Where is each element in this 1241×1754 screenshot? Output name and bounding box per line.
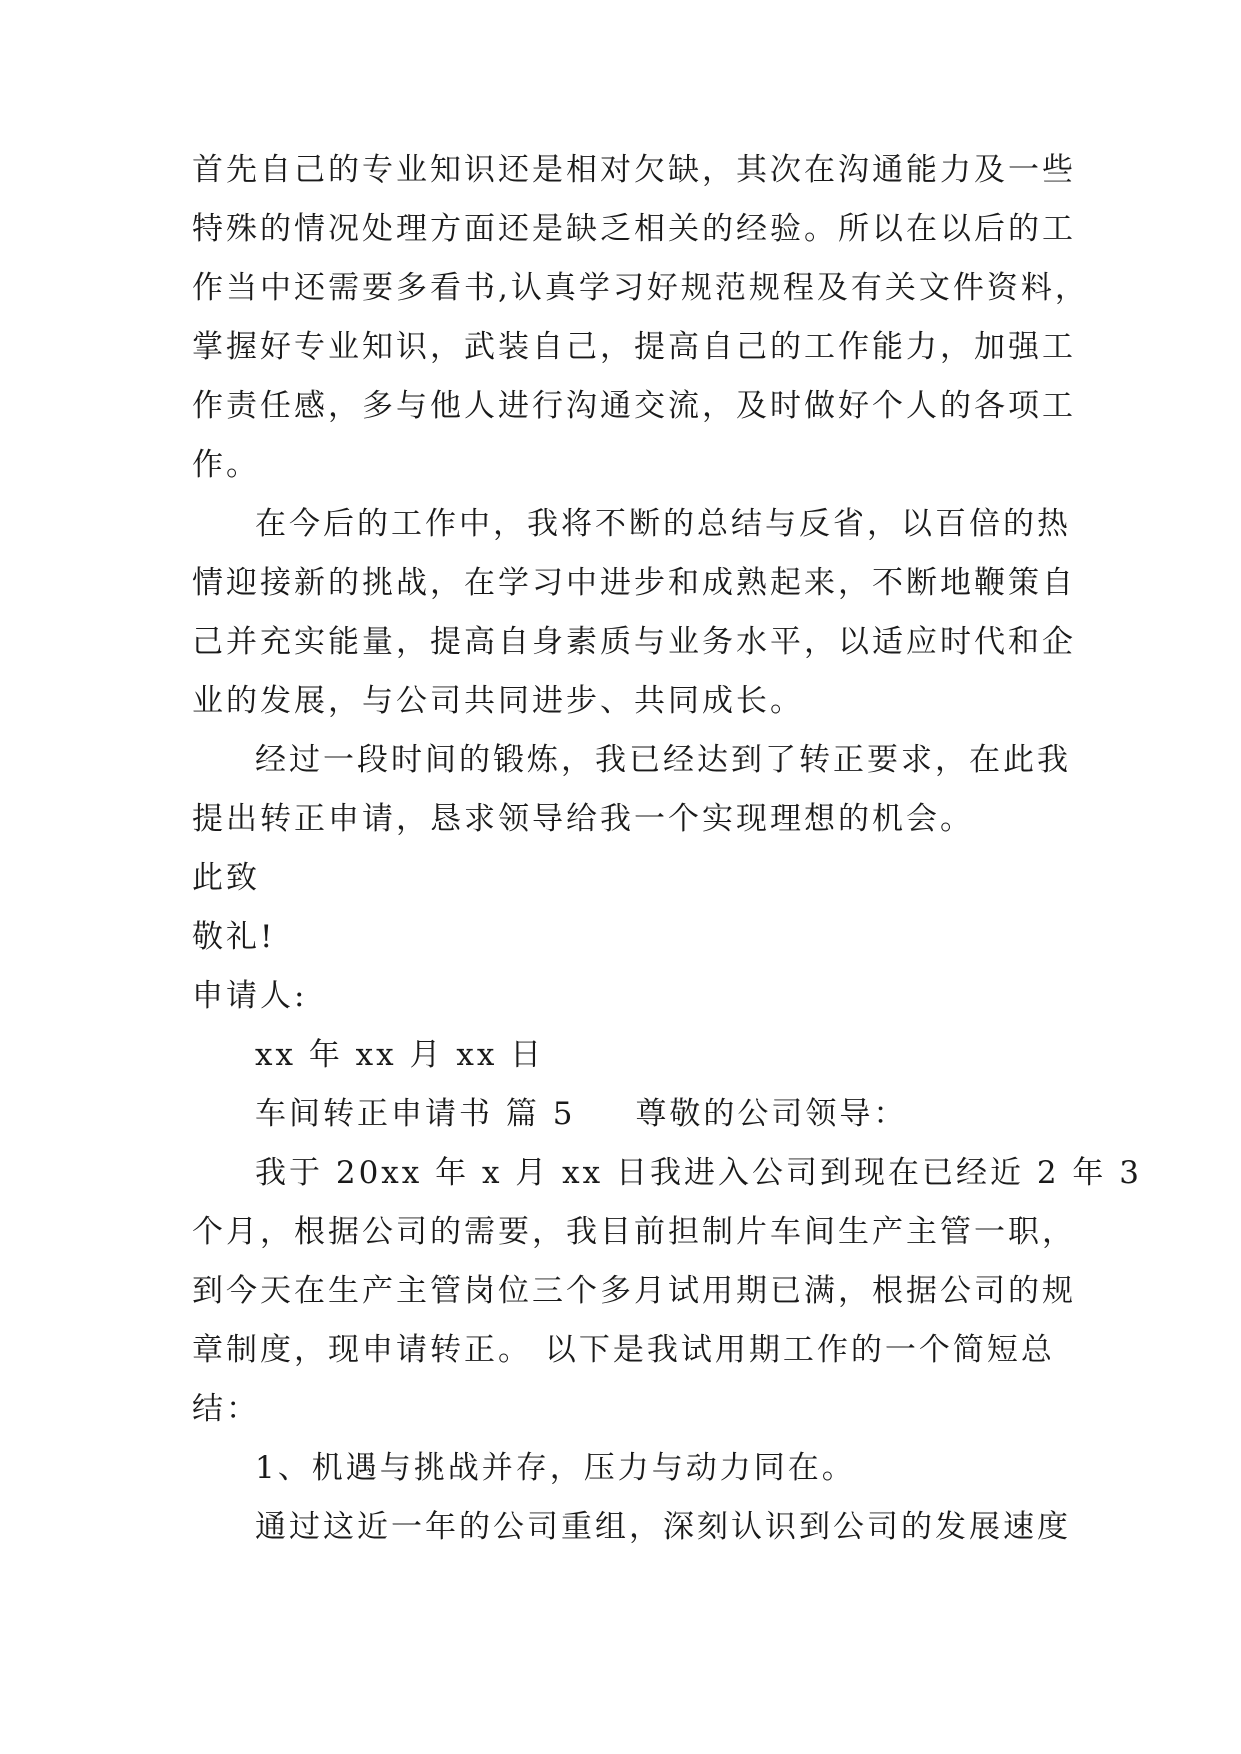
text-line: 掌握好专业知识，武装自己，提高自己的工作能力，加强工 [192, 329, 1076, 365]
text-line: 我于 20xx 年 x 月 xx 日我进入公司到现在已经近 2 年 3 [255, 1155, 1142, 1191]
text-line: 特殊的情况处理方面还是缺乏相关的经验。所以在以后的工 [192, 211, 1076, 247]
text-line: 作当中还需要多看书,认真学习好规范规程及有关文件资料， [192, 270, 1089, 306]
text-line: 作。 [192, 447, 260, 483]
text-line: 个月，根据公司的需要，我目前担制片车间生产主管一职， [192, 1214, 1076, 1250]
text-line: 在今后的工作中，我将不断的总结与反省，以百倍的热 [255, 506, 1071, 542]
greeting: 尊敬的公司领导： [635, 1096, 908, 1132]
text-line: 到今天在生产主管岗位三个多月试用期已满，根据公司的规 [192, 1273, 1076, 1309]
list-item: 1、机遇与挑战并存，压力与动力同在。 [255, 1450, 856, 1486]
closing-regards: 敬礼! [192, 919, 276, 955]
text-line: 经过一段时间的锻炼，我已经达到了转正要求，在此我 [255, 742, 1071, 778]
section-heading-line [255, 1094, 907, 1134]
section-title: 车间转正申请书 篇 5 [255, 1096, 576, 1132]
text-line: 己并充实能量，提高自身素质与业务水平，以适应时代和企 [192, 624, 1076, 660]
closing-salutation: 此致 [192, 860, 260, 896]
text-line: 章制度，现申请转正。 以下是我试用期工作的一个简短总 [192, 1332, 1055, 1368]
text-line: 首先自己的专业知识还是相对欠缺，其次在沟通能力及一些 [192, 152, 1076, 188]
text-line: 结： [192, 1391, 260, 1427]
text-line: 提出转正申请，恳求领导给我一个实现理想的机会。 [192, 801, 974, 837]
text-line: 通过这近一年的公司重组，深刻认识到公司的发展速度 [255, 1509, 1071, 1545]
text-line: 业的发展，与公司共同进步、共同成长。 [192, 683, 804, 719]
text-line: 作责任感，多与他人进行沟通交流，及时做好个人的各项工 [192, 388, 1076, 424]
text-line: 情迎接新的挑战，在学习中进步和成熟起来，不断地鞭策自 [192, 565, 1076, 601]
date-line: xx 年 xx 月 xx 日 [255, 1037, 545, 1073]
applicant-label: 申请人: [192, 978, 308, 1014]
